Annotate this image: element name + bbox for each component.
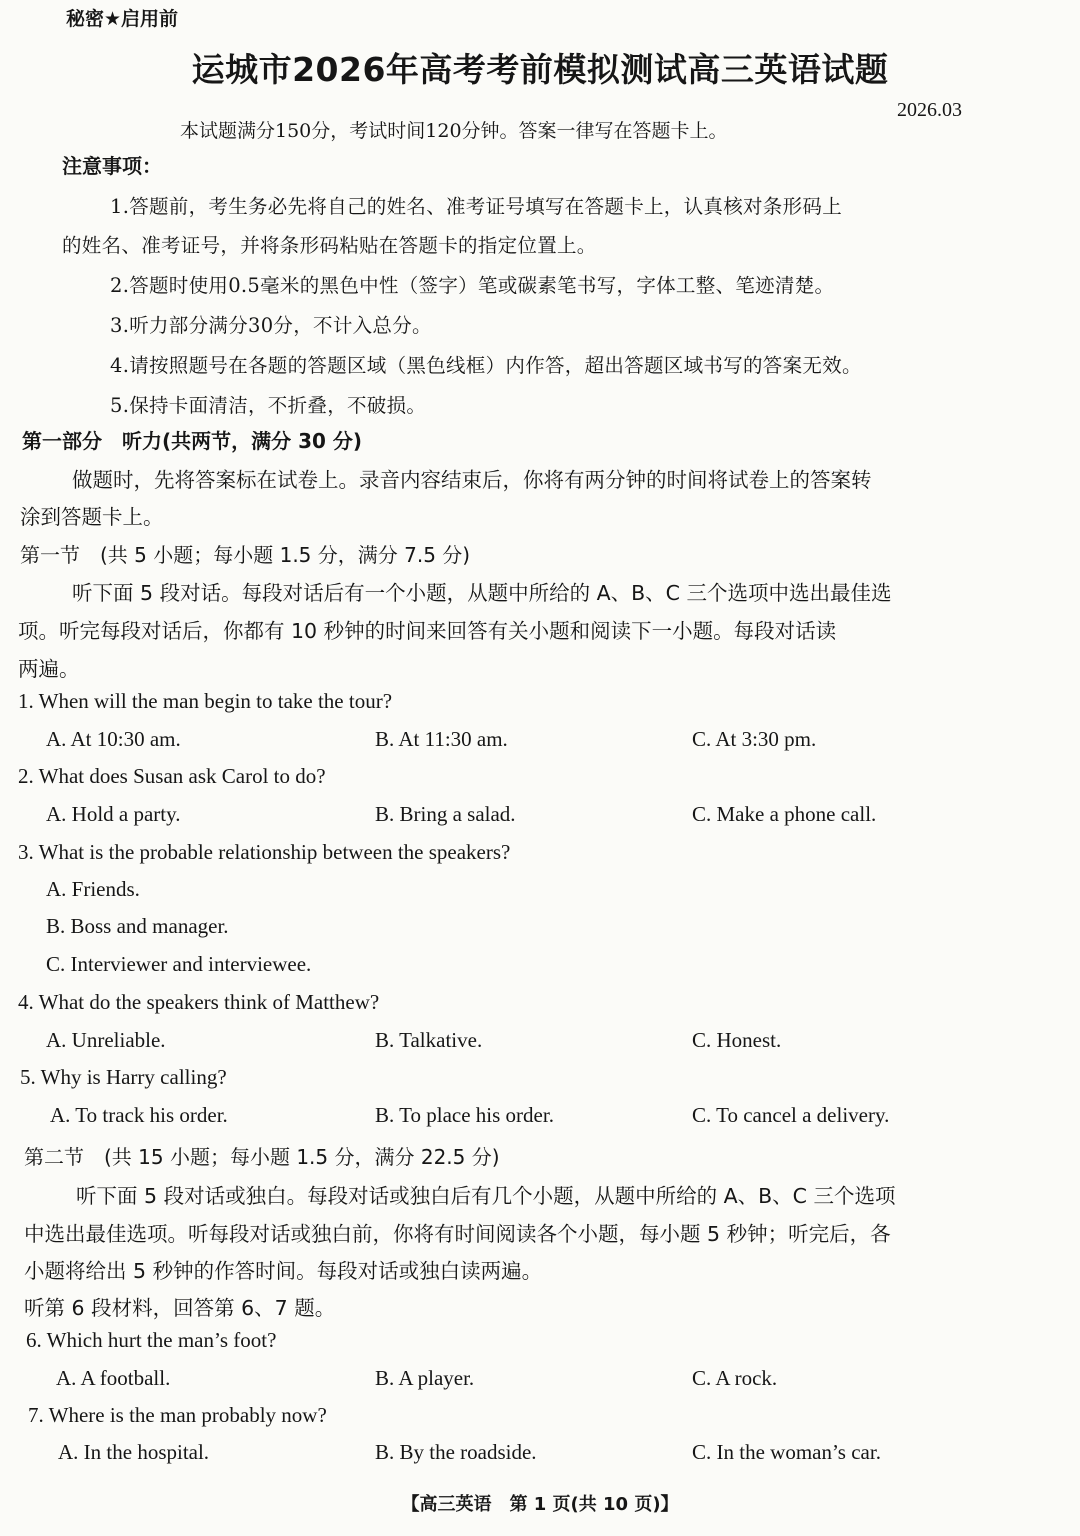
notice-line: 1.答题前，考生务必先将自己的姓名、准考证号填写在答题卡上，认真核对条形码上	[110, 195, 843, 218]
page-footer: 【高三英语 第 1 页(共 10 页)】	[401, 1494, 679, 1515]
option-b: B. To place his order.	[375, 1103, 554, 1127]
option-b: B. At 11:30 am.	[375, 727, 508, 751]
option-a: A. Friends.	[46, 877, 140, 901]
notice-line: 3.听力部分满分30分，不计入总分。	[110, 314, 432, 337]
question-stem: 7. Where is the man probably now?	[28, 1403, 327, 1427]
section2-instruction-line: 听下面 5 段对话或独白。每段对话或独白后有几个小题，从题中所给的 A、B、C 三个选项	[76, 1184, 896, 1208]
option-a: A. At 10:30 am.	[46, 727, 181, 751]
exam-date: 2026.03	[897, 99, 962, 121]
page-title: 运城市2026年高考考前模拟测试高三英语试题	[191, 50, 889, 89]
question-stem: 5. Why is Harry calling?	[20, 1065, 227, 1089]
option-a: A. In the hospital.	[58, 1440, 210, 1464]
option-c: C. Interviewer and interviewee.	[46, 952, 312, 976]
section1-instruction-line: 项。听完每段对话后，你都有 10 秒钟的时间来回答有关小题和阅读下一小题。每段对话读	[18, 619, 837, 643]
part1-intro-line: 涂到答题卡上。	[20, 505, 164, 529]
option-c: C. In the woman’s car.	[692, 1440, 881, 1464]
question-stem: 2. What does Susan ask Carol to do?	[18, 764, 326, 788]
option-c: C. To cancel a delivery.	[692, 1103, 890, 1127]
option-b: B. A player.	[375, 1366, 475, 1390]
option-b: B. By the roadside.	[375, 1440, 537, 1464]
option-a: A. A football.	[56, 1366, 171, 1390]
option-b: B. Boss and manager.	[46, 914, 229, 938]
part1-heading: 第一部分 听力(共两节，满分 30 分)	[22, 429, 363, 453]
section1-instruction-line: 两遍。	[18, 657, 80, 681]
question-stem: 4. What do the speakers think of Matthew?	[18, 990, 380, 1014]
option-c: C. Make a phone call.	[692, 802, 877, 826]
notice-line: 的姓名、准考证号，并将条形码粘贴在答题卡的指定位置上。	[62, 234, 597, 257]
option-c: C. Honest.	[692, 1028, 782, 1052]
section2-heading: 第二节 (共 15 小题；每小题 1.5 分，满分 22.5 分)	[24, 1145, 500, 1169]
option-a: A. Unreliable.	[46, 1028, 166, 1052]
notice-heading: 注意事项：	[62, 154, 162, 178]
part1-intro-line: 做题时，先将答案标在试卷上。录音内容结束后，你将有两分钟的时间将试卷上的答案转	[72, 468, 872, 492]
option-a: A. Hold a party.	[46, 802, 181, 826]
option-c: C. A rock.	[692, 1366, 778, 1390]
notice-line: 4.请按照题号在各题的答题区域（黑色线框）内作答，超出答题区域书写的答案无效。	[110, 354, 862, 377]
question-stem: 6. Which hurt the man’s foot?	[26, 1328, 277, 1352]
option-b: B. Talkative.	[375, 1028, 483, 1052]
question-stem: 3. What is the probable relationship between the speakers?	[18, 840, 511, 864]
option-c: C. At 3:30 pm.	[692, 727, 817, 751]
material-6-label: 听第 6 段材料，回答第 6、7 题。	[24, 1296, 336, 1320]
exam-subtitle: 本试题满分150分，考试时间120分钟。答案一律写在答题卡上。	[180, 120, 728, 142]
section2-instruction-line: 中选出最佳选项。听每段对话或独白前，你将有时间阅读各个小题，每小题 5 秒钟；听完后，各	[24, 1222, 891, 1246]
section2-instruction-line: 小题将给出 5 秒钟的作答时间。每段对话或独白读两遍。	[24, 1259, 543, 1283]
confidential-label: 秘密★启用前	[66, 8, 179, 30]
section1-heading: 第一节 (共 5 小题；每小题 1.5 分，满分 7.5 分)	[20, 543, 471, 567]
question-stem: 1. When will the man begin to take the tour?	[18, 689, 393, 713]
section1-instruction-line: 听下面 5 段对话。每段对话后有一个小题，从题中所给的 A、B、C 三个选项中选出最佳选	[72, 581, 892, 605]
notice-line: 5.保持卡面清洁，不折叠，不破损。	[110, 394, 427, 417]
option-a: A. To track his order.	[50, 1103, 228, 1127]
option-b: B. Bring a salad.	[375, 802, 516, 826]
notice-line: 2.答题时使用0.5毫米的黑色中性（签字）笔或碳素笔书写，字体工整、笔迹清楚。	[110, 274, 835, 297]
